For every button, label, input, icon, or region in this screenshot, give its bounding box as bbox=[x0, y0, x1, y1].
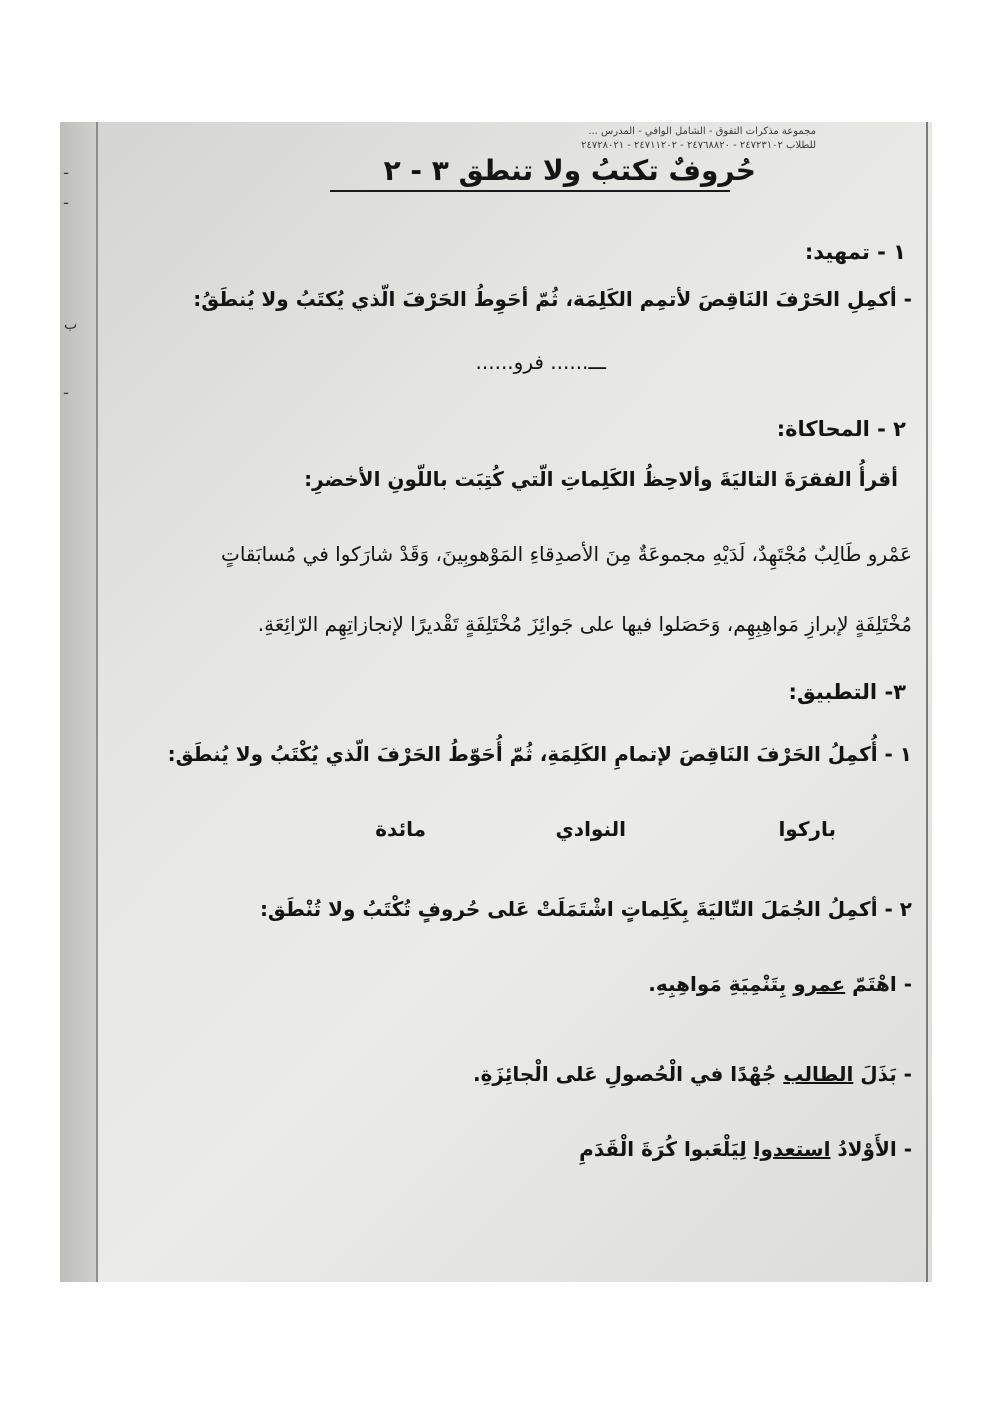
sentence-1-start: - اهْتَمّ bbox=[845, 972, 912, 996]
word-1: باركوا bbox=[778, 817, 836, 841]
application-heading: ٣- التطبيق: bbox=[788, 680, 906, 704]
intro-word: ـــ...... فرو...... bbox=[475, 350, 606, 374]
sentence-3-end: لِيَلْعَبوا كُرَةَ الْقَدَمِ bbox=[579, 1137, 754, 1161]
adjacent-page-edge: ـ ـ ب ـ bbox=[60, 122, 98, 1282]
sentence-2-start: - بَذَلَ bbox=[853, 1062, 912, 1086]
word-2: النوادي bbox=[555, 817, 626, 841]
page-title: حُروفٌ تكتبُ ولا تنطق ٣ - ٢ bbox=[383, 154, 756, 187]
header-line-1: مجموعة مذكرات التفوق - الشامل الوافي - المدرس ... bbox=[588, 126, 816, 137]
header-line-2: للطلاب ٢٤٧٢٣١٠٢ - ٢٤٧٦٨٨٢٠ - ٢٤٧١١٢٠٢ - ٢٤٧٢٨٠٢١ bbox=[581, 140, 816, 151]
intro-instruction: - أكمِلِ الحَرْفَ النَاقِصَ لأتمِم الكَلِمَة، ثُمّ أحَوِطُ الحَرْفَ الّذي يُكتَبُ ولا يُنطَقُ: bbox=[193, 287, 912, 311]
word-3: مائدة bbox=[375, 817, 426, 841]
question-1: ١ - أُكمِلُ الحَرْفَ النَاقِصَ لإتمامِ الكَلِمَةِ، ثُمّ أُحَوّطُ الحَرْفَ الّذي يُكْتَبُ ولا يُنطَق: bbox=[167, 742, 912, 766]
worksheet-photo bbox=[60, 122, 932, 1282]
sentence-3-underlined-word: استعدوا bbox=[753, 1137, 831, 1161]
sentence-1-underlined-word: عمرو bbox=[793, 972, 846, 996]
simulation-instruction: أقرأُ الفقرَةَ التاليَةَ وألاحِظُ الكَلِماتِ الّتي كُتِبَت باللّونِ الأخضرِ: bbox=[304, 467, 898, 491]
question-2: ٢ - أكمِلُ الجُمَلَ التّاليَةَ بِكَلِماتٍ اشْتَمَلَتْ عَلى حُروفٍ تُكْتَبُ ولا تُنْطَق: bbox=[259, 897, 912, 921]
sentence-2 bbox=[100, 1062, 912, 1086]
sentence-1-end: بِتَنْمِيَةِ مَواهِبِهِ. bbox=[648, 972, 794, 996]
title-underline bbox=[330, 190, 730, 192]
sentence-2-underlined-word: الطالب bbox=[783, 1062, 854, 1086]
simulation-heading: ٢ - المحاكاة: bbox=[776, 417, 906, 441]
paragraph-line-1: عَمْرو طَالِبٌ مُجْتَهِدٌ، لَدَيْهِ مجموعَةٌ مِنَ الأصدِقاءِ المَوْهوبِينَ، وَقَدْ شارَكوا في مُسابَقاتٍ bbox=[220, 542, 912, 566]
sentence-3-start: - الأَوْلادُ bbox=[830, 1137, 912, 1161]
sentence-1 bbox=[100, 972, 912, 996]
worksheet-document bbox=[100, 122, 926, 1282]
paragraph-line-2: مُخْتَلِفَةٍ لإبرازِ مَواهِبِهِم، وَحَصَلوا فيها على جَوائِزَ مُخْتَلِفَةٍ تَقْديرًا لإنجازاتِهِم الرّائِعَةِ. bbox=[257, 612, 912, 636]
page-edge-line bbox=[926, 122, 928, 1282]
sentence-2-end: جُهْدًا في الْحُصولِ عَلى الْجائِزَةِ. bbox=[473, 1062, 784, 1086]
intro-heading: ١ - تمهيد: bbox=[804, 240, 906, 264]
sentence-3 bbox=[100, 1137, 912, 1161]
